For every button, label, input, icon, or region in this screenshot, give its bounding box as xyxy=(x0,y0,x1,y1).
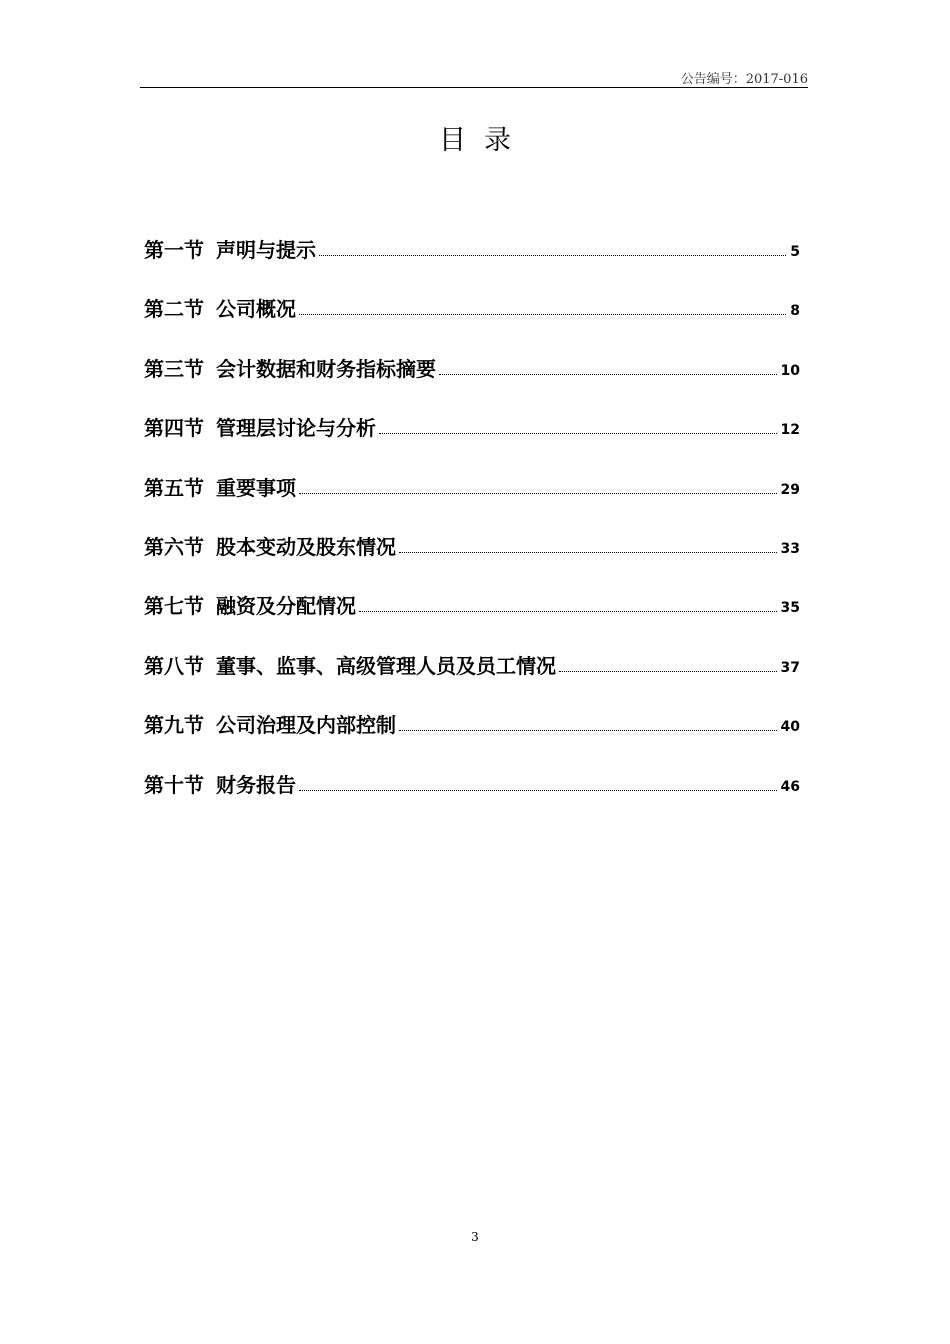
toc-entry-section: 第六节 xyxy=(144,534,204,559)
toc-entry-heading: 融资及分配情况 xyxy=(216,594,356,619)
toc-entry-section: 第四节 xyxy=(144,416,204,441)
toc-entry-section: 第一节 xyxy=(144,238,204,262)
toc-entry[interactable] xyxy=(144,529,800,588)
toc-entry-section: 第二节 xyxy=(144,297,204,322)
toc-entry-heading: 董事、监事、高级管理人员及员工情况 xyxy=(216,653,556,678)
toc-entry-heading: 公司治理及内部控制 xyxy=(216,713,396,738)
toc-entry-heading: 股本变动及股东情况 xyxy=(216,534,396,559)
toc-entry-page: 8 xyxy=(790,303,800,320)
toc-entry[interactable] xyxy=(144,410,800,469)
toc-entry-section: 第十节 xyxy=(144,772,204,797)
toc-entry-section: 第七节 xyxy=(144,594,204,619)
toc-entry-page: 29 xyxy=(780,481,800,498)
toc-dot-leader xyxy=(299,291,786,315)
toc-entry-page: 37 xyxy=(780,659,800,676)
toc-list xyxy=(144,232,800,826)
toc-entry-section: 第五节 xyxy=(144,475,204,500)
toc-entry[interactable] xyxy=(144,767,800,826)
toc-entry-section: 第八节 xyxy=(144,653,204,678)
toc-entry-section: 第九节 xyxy=(144,713,204,738)
toc-entry-heading: 管理层讨论与分析 xyxy=(216,416,376,441)
toc-entry-page: 33 xyxy=(780,540,800,557)
toc-entry-page: 46 xyxy=(780,778,800,795)
toc-entry[interactable] xyxy=(144,648,800,707)
toc-dot-leader xyxy=(319,232,786,256)
page-number: 3 xyxy=(471,1230,479,1244)
toc-dot-leader xyxy=(299,767,777,791)
announcement-number: 公告编号：2017-016 xyxy=(680,72,808,87)
toc-dot-leader xyxy=(299,470,777,494)
toc-entry-page: 5 xyxy=(790,244,800,260)
toc-entry-heading: 声明与提示 xyxy=(216,238,316,262)
toc-entry[interactable] xyxy=(144,351,800,410)
toc-entry-page: 40 xyxy=(780,719,800,736)
toc-dot-leader xyxy=(379,410,777,434)
toc-entry-heading: 财务报告 xyxy=(216,772,296,797)
toc-entry-page: 10 xyxy=(780,362,800,379)
toc-entry-page: 35 xyxy=(780,600,800,617)
toc-entry-page: 12 xyxy=(780,422,800,439)
toc-entry-heading: 会计数据和财务指标摘要 xyxy=(216,356,436,381)
toc-dot-leader xyxy=(439,351,777,375)
toc-dot-leader xyxy=(559,648,777,672)
toc-dot-leader xyxy=(399,707,777,731)
toc-entry[interactable] xyxy=(144,470,800,529)
toc-dot-leader xyxy=(399,529,777,553)
toc-entry[interactable] xyxy=(144,707,800,766)
toc-entry-section: 第三节 xyxy=(144,356,204,381)
header-divider xyxy=(140,87,808,88)
toc-title: 目录 xyxy=(439,125,529,156)
toc-entry-heading: 重要事项 xyxy=(216,475,296,500)
toc-dot-leader xyxy=(359,588,777,612)
toc-entry[interactable] xyxy=(144,588,800,647)
toc-entry[interactable] xyxy=(144,291,800,350)
toc-entry[interactable] xyxy=(144,232,800,291)
toc-entry-heading: 公司概况 xyxy=(216,297,296,322)
